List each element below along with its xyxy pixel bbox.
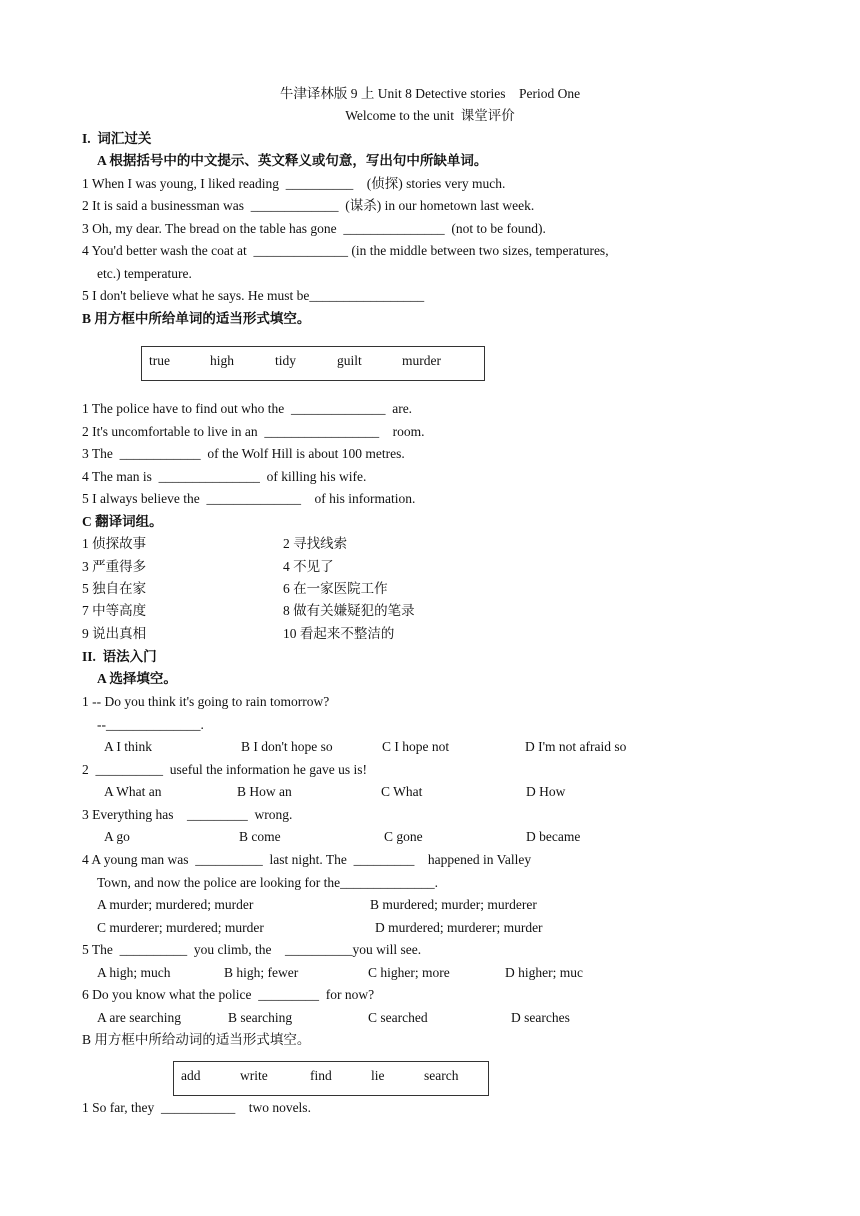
q1-option: C I hope not <box>382 739 450 754</box>
phrase-item: 4 不见了 <box>283 559 334 574</box>
box2-word: search <box>424 1068 459 1083</box>
part2-sectionB-item-1: 1 So far, they ___________ two novels. <box>82 1100 311 1115</box>
part1-sectionA-heading: A 根据括号中的中文提示、英文释义或句意，写出句中所缺单词。 <box>97 153 488 168</box>
q4-option: C murderer; murdered; murder <box>97 920 264 935</box>
q4-option: D murdered; murderer; murder <box>375 920 543 935</box>
part2-sectionA-heading: A 选择填空。 <box>97 671 177 686</box>
q4-option: A murder; murdered; murder <box>97 897 254 912</box>
q5-option: C higher; more <box>368 965 450 980</box>
sectionA-item-3: 3 Oh, my dear. The bread on the table has gone _______________ (not to be found). <box>82 221 546 236</box>
sectionA-item-2: 2 It is said a businessman was _____________ (谋杀) in our hometown last week. <box>82 198 535 213</box>
part2-sectionB-heading: B 用方框中所给动词的适当形式填空。 <box>82 1032 311 1047</box>
phrase-item: 7 中等高度 <box>82 603 147 618</box>
phrase-item: 9 说出真相 <box>82 626 147 641</box>
document-title: 牛津译林版 9 上 Unit 8 Detective stories Period One <box>279 86 581 101</box>
phrase-item: 3 严重得多 <box>82 559 147 574</box>
part2-heading: II. 语法入门 <box>82 649 157 664</box>
question-3-stem: 3 Everything has _________ wrong. <box>82 807 293 822</box>
phrase-item: 8 做有关嫌疑犯的笔录 <box>283 603 415 618</box>
q2-option: D How <box>526 784 566 799</box>
question-1-stem-2: --______________. <box>97 717 204 732</box>
q5-option: B high; fewer <box>224 965 299 980</box>
box1-word: guilt <box>337 353 362 368</box>
q1-option: B I don't hope so <box>241 739 333 754</box>
part1-sectionB-heading: B 用方框中所给单词的适当形式填空。 <box>82 311 311 326</box>
question-2-stem: 2 __________ useful the information he gave us is! <box>82 762 367 777</box>
sectionB-item-1: 1 The police have to find out who the ______________ are. <box>82 401 413 416</box>
q5-option: A high; much <box>97 965 171 980</box>
sectionB-item-3: 3 The ____________ of the Wolf Hill is about 100 metres. <box>82 446 405 461</box>
q4-option: B murdered; murder; murderer <box>370 897 537 912</box>
q3-option: A go <box>104 829 130 844</box>
box1-word: high <box>210 353 235 368</box>
box2-word: find <box>310 1068 332 1083</box>
sectionA-item-4-cont: etc.) temperature. <box>97 266 192 281</box>
box1-word: true <box>149 353 170 368</box>
phrase-item: 6 在一家医院工作 <box>283 581 388 596</box>
box2-word: lie <box>371 1068 385 1083</box>
box1-word: tidy <box>275 353 297 368</box>
box2-word: write <box>240 1068 268 1083</box>
question-6-stem: 6 Do you know what the police _________ for now? <box>82 987 375 1002</box>
q6-option: B searching <box>228 1010 293 1025</box>
q3-option: B come <box>239 829 281 844</box>
part1-sectionC-heading: C 翻译词组。 <box>82 514 163 529</box>
q2-option: B How an <box>237 784 292 799</box>
q1-option: A I think <box>104 739 153 754</box>
q3-option: D became <box>526 829 581 844</box>
q1-option: D I'm not afraid so <box>525 739 627 754</box>
sectionA-item-5: 5 I don't believe what he says. He must be_________________ <box>82 288 425 303</box>
phrase-item: 5 独自在家 <box>82 581 147 596</box>
question-4-stem-2: Town, and now the police are looking for the______________. <box>97 875 438 890</box>
sectionB-item-2: 2 It's uncomfortable to live in an _________________ room. <box>82 424 425 439</box>
box2-word: add <box>181 1068 201 1083</box>
part1-heading: I. 词汇过关 <box>82 131 152 146</box>
phrase-item: 1 侦探故事 <box>82 536 147 551</box>
sectionB-item-5: 5 I always believe the ______________ of his information. <box>82 491 416 506</box>
word-box-1 <box>141 346 485 381</box>
document-subtitle: Welcome to the unit 课堂评价 <box>345 108 515 123</box>
question-5-stem: 5 The __________ you climb, the __________you will see. <box>82 942 422 957</box>
q5-option: D higher; muc <box>505 965 583 980</box>
sectionA-item-4: 4 You'd better wash the coat at ______________ (in the middle between two sizes, temperatures, <box>82 243 609 258</box>
word-box-2 <box>173 1061 489 1096</box>
sectionB-item-4: 4 The man is _______________ of killing his wife. <box>82 469 367 484</box>
question-4-stem: 4 A young man was __________ last night. The _________ happened in Valley <box>82 852 532 867</box>
question-1-stem: 1 -- Do you think it's going to rain tomorrow? <box>82 694 330 709</box>
sectionA-item-1: 1 When I was young, I liked reading __________ (侦探) stories very much. <box>82 176 506 191</box>
q2-option: A What an <box>104 784 162 799</box>
phrase-item: 10 看起来不整洁的 <box>283 626 395 641</box>
q6-option: C searched <box>368 1010 428 1025</box>
q6-option: A are searching <box>97 1010 181 1025</box>
phrase-item: 2 寻找线索 <box>283 536 348 551</box>
q3-option: C gone <box>384 829 423 844</box>
q6-option: D searches <box>511 1010 570 1025</box>
q2-option: C What <box>381 784 423 799</box>
box1-word: murder <box>402 353 441 368</box>
